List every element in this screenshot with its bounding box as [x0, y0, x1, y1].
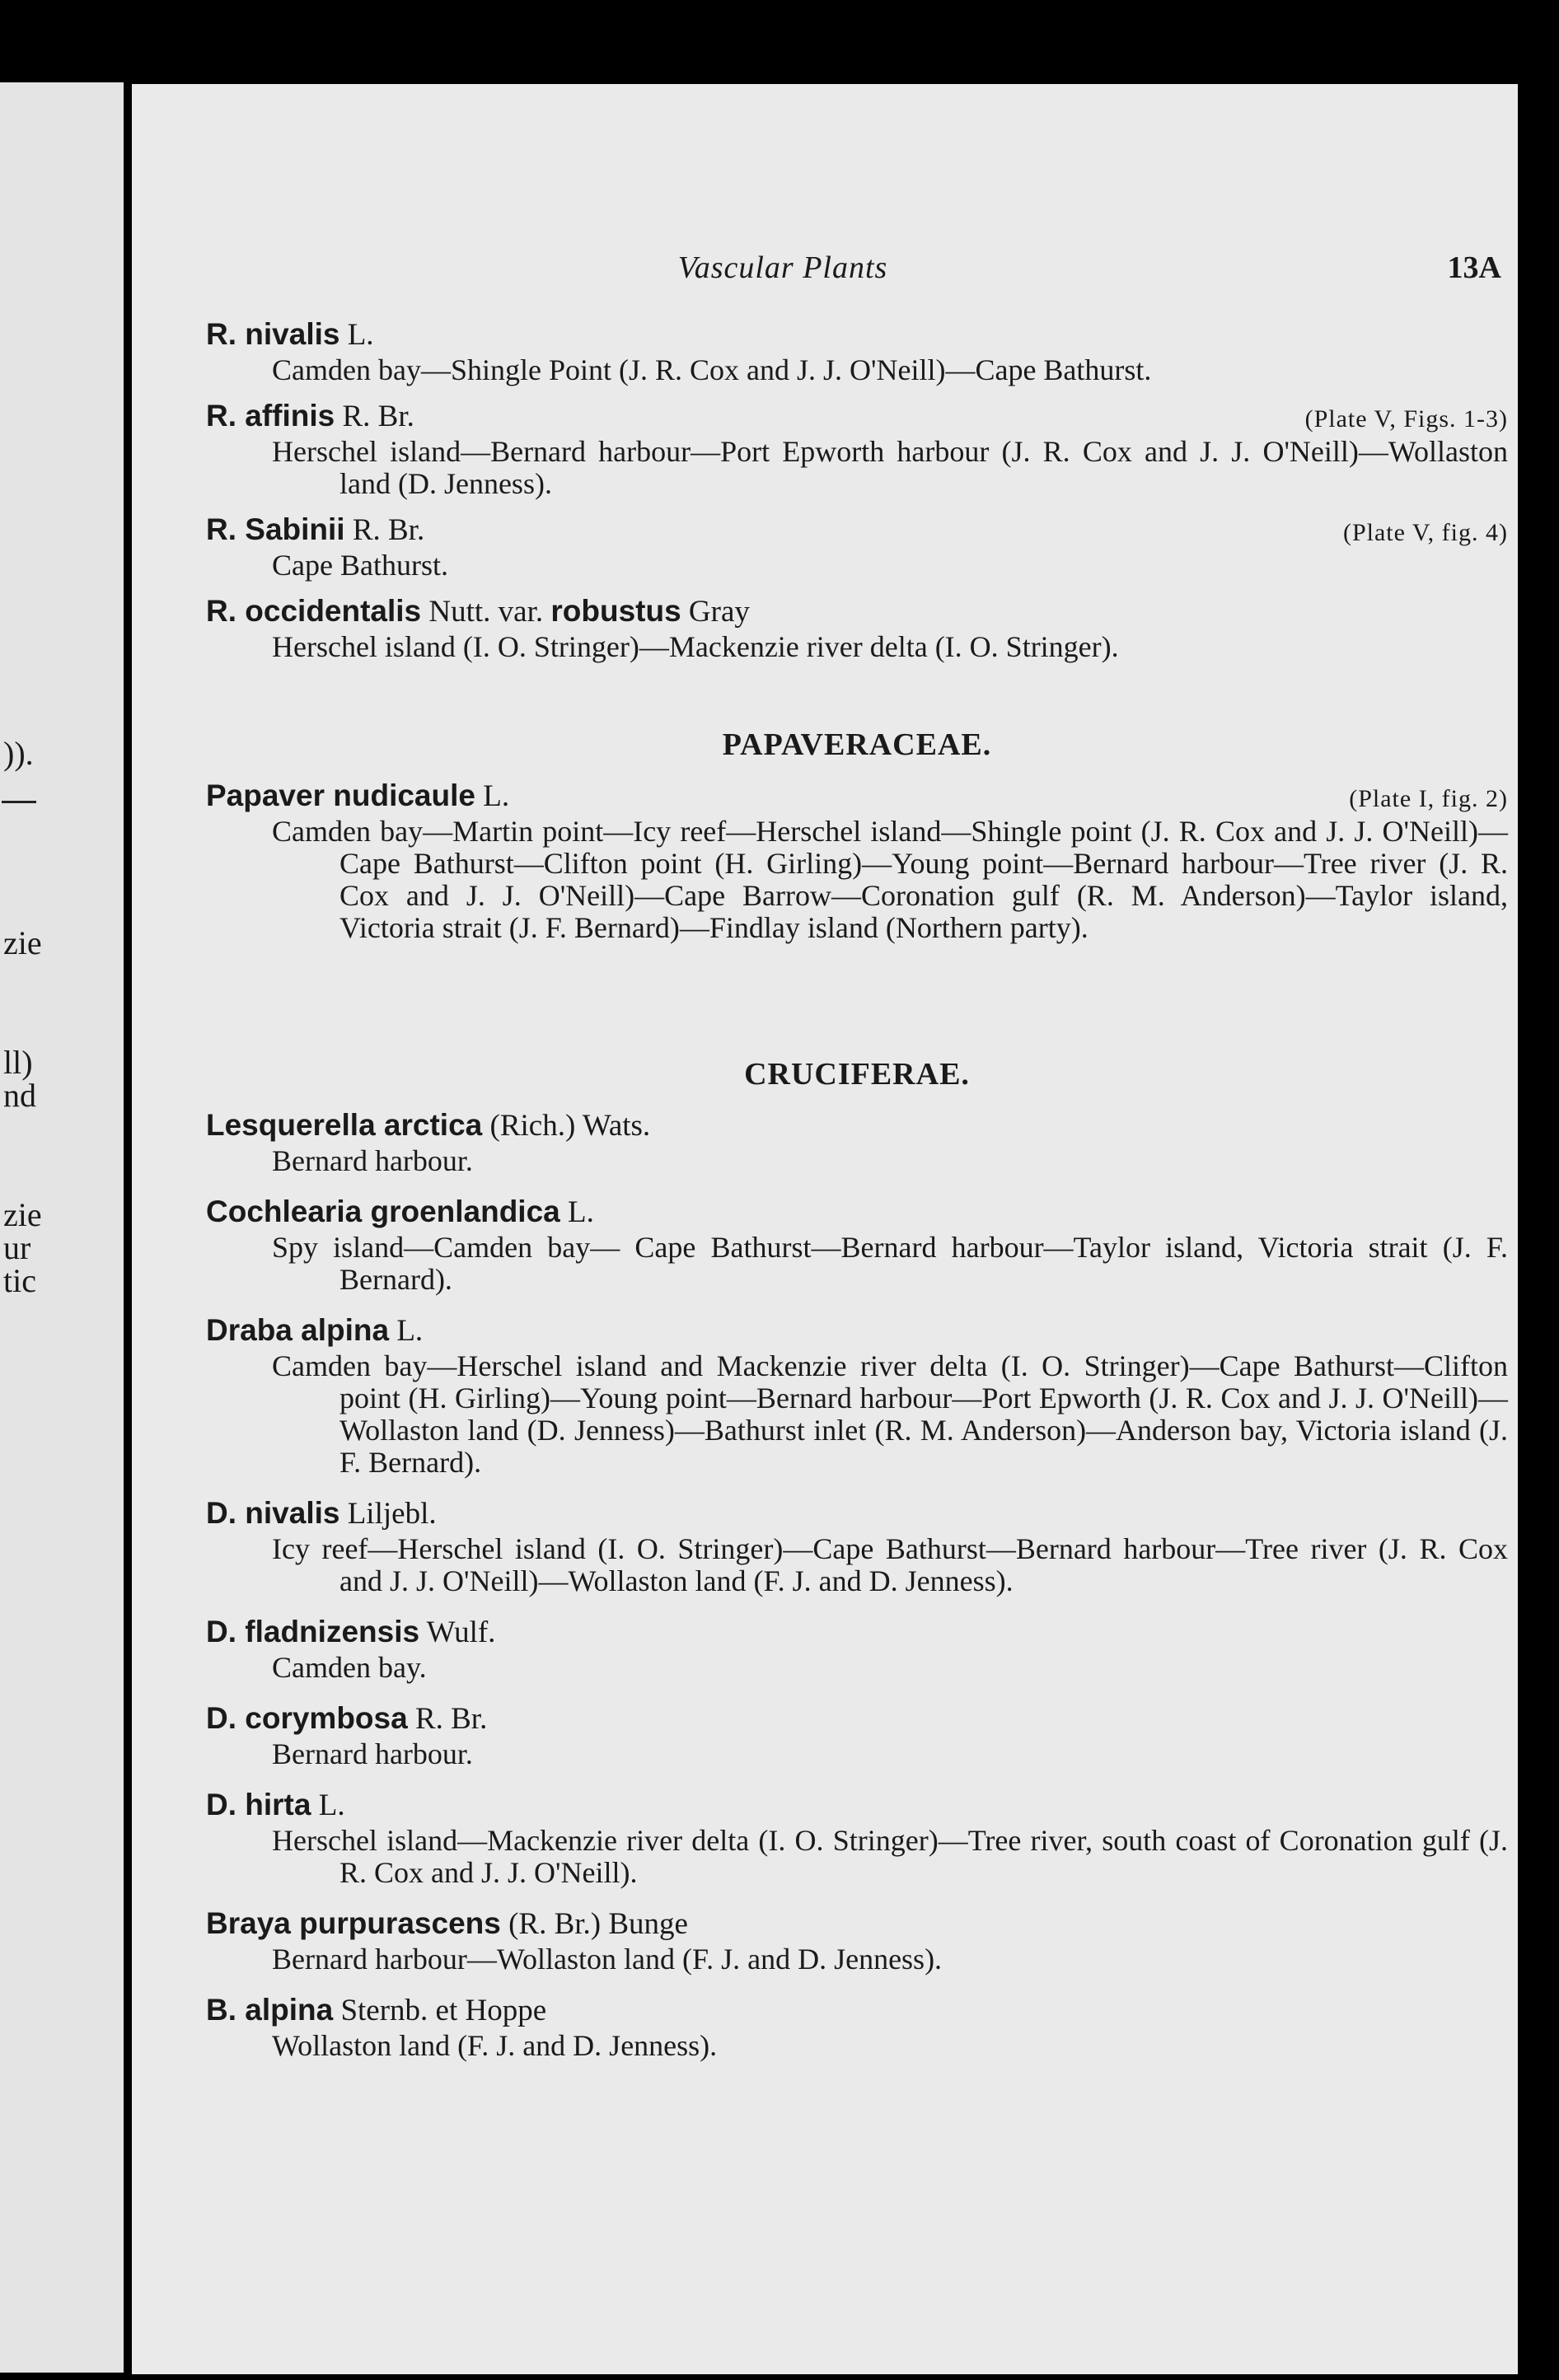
locality-list: Icy reef—Herschel island (I. O. Stringer)—Cape Bathurst—Bernard harbour—Tree river (J. R. Cox and J. J. O'Neill)—Wollaston land (F. J. and D. Jenness). [272, 1532, 1508, 1597]
plate-reference: (Plate V, fig. 4) [1342, 519, 1508, 546]
species-entry [206, 591, 1508, 663]
species-heading [206, 1106, 1508, 1145]
prev-page-fragment: zie [3, 924, 42, 961]
locality-list: Cape Bathurst. [272, 549, 448, 582]
ranunculus-entries [206, 315, 1508, 673]
locality-list: Herschel island—Bernard harbour—Port Epworth harbour (J. R. Cox and J. J. O'Neill)—Wollaston land (D. Jenness). [272, 435, 1508, 500]
prev-page-fragment: zie [3, 1196, 42, 1233]
locality-list: Spy island—Camden bay— Cape Bathurst—Bernard harbour—Taylor island, Victoria strait (J. F. Bernard). [272, 1231, 1508, 1296]
species-name: Draba alpina [206, 1313, 390, 1347]
species-entry [206, 1785, 1508, 1889]
species-heading [206, 1311, 1508, 1350]
species-entry [206, 315, 1508, 386]
species-heading [206, 1699, 1508, 1738]
species-name: Cochlearia groenlandica [206, 1195, 560, 1228]
family-heading-cruciferae: CRUCIFERAE. [744, 1057, 970, 1092]
species-entry [206, 776, 1508, 944]
species-heading [206, 591, 1508, 631]
species-entry [206, 1311, 1508, 1479]
prev-page-fragment: )). [3, 735, 34, 772]
previous-page-rule [2, 801, 36, 803]
locality-list: Bernard harbour. [272, 1737, 473, 1770]
locality-list: Camden bay—Martin point—Icy reef—Herschel island—Shingle point (J. R. Cox and J. J. O'Neill)—Cape Bathurst—Clifton point (H. Girling)—Young point—Bernard harbour—Tree river (J. R. Cox and J. J. O'Neill)—Cape Barrow—Coronation gulf (R. M. Anderson)—Taylor island, Victoria strait (J. F. Bernard)—Findlay island (Northern party). [272, 815, 1508, 944]
plate-reference: (Plate I, fig. 2) [1349, 785, 1508, 812]
species-heading [206, 1990, 1508, 2030]
prev-page-fragment: tic [3, 1262, 36, 1299]
prev-page-fragment: ll) [3, 1044, 33, 1081]
species-author: (Rich.) Wats. [482, 1109, 651, 1143]
previous-page-edge [0, 82, 124, 2373]
family-heading-papaveraceae: PAPAVERACEAE. [722, 727, 992, 762]
locality-list: Bernard harbour—Wollaston land (F. J. and D. Jenness). [272, 1943, 943, 1976]
species-author: L. [339, 318, 374, 352]
species-name: R. nivalis [206, 317, 340, 351]
locality-list: Camden bay—Herschel island and Mackenzie river delta (I. O. Stringer)—Cape Bathurst—Clifton point (H. Girling)—Young point—Bernard harbour—Port Epworth (J. R. Cox and J. J. O'Neill)—Wollaston land (D. Jenness)—Bathurst inlet (R. M. Anderson)—Anderson bay, Victoria island (J. F. Bernard). [272, 1349, 1508, 1479]
species-entry [206, 1106, 1508, 1177]
species-author: Liljebl. [339, 1497, 437, 1531]
locality-list: Wollaston land (F. J. and D. Jenness). [272, 2029, 718, 2062]
variety-name: robustus [550, 594, 681, 628]
locality-list: Bernard harbour. [272, 1144, 473, 1177]
species-entry [206, 1612, 1508, 1684]
species-name: Braya purpurascens [206, 1906, 501, 1940]
species-heading [206, 1904, 1508, 1943]
locality-list: Camden bay—Shingle Point (J. R. Cox and J. J. O'Neill)—Cape Bathurst. [272, 353, 1152, 386]
species-author: L. [559, 1195, 594, 1229]
locality-list: Camden bay. [272, 1651, 427, 1684]
species-author: L. [475, 779, 510, 813]
species-name: D. hirta [206, 1788, 311, 1821]
species-heading [206, 776, 1508, 816]
page-number: 13A [1447, 250, 1501, 285]
prev-page-fragment: nd [3, 1077, 36, 1114]
species-heading [206, 1494, 1508, 1533]
locality-list: Herschel island (I. O. Stringer)—Mackenzie river delta (I. O. Stringer). [272, 630, 1119, 663]
species-entry [206, 1990, 1508, 2062]
species-heading [206, 396, 1508, 436]
species-entry [206, 1904, 1508, 1976]
species-heading [206, 1612, 1508, 1652]
variety-author: Gray [681, 595, 750, 629]
running-header-title: Vascular Plants [677, 250, 888, 285]
species-name: B. alpina [206, 1993, 334, 2027]
papaveraceae-entries [206, 776, 1508, 954]
species-name: R. occidentalis [206, 594, 422, 628]
species-author: (R. Br.) Bunge [500, 1907, 688, 1941]
species-heading [206, 315, 1508, 354]
species-heading [206, 1192, 1508, 1232]
species-entry [206, 396, 1508, 500]
species-author: Sternb. et Hoppe [333, 1994, 547, 2027]
species-author: L. [311, 1789, 345, 1822]
species-heading [206, 510, 1508, 549]
locality-list: Herschel island—Mackenzie river delta (I. O. Stringer)—Tree river, south coast of Coronation gulf (J. R. Cox and J. J. O'Neill). [272, 1824, 1508, 1889]
species-heading [206, 1785, 1508, 1825]
species-name: D. corymbosa [206, 1701, 408, 1735]
document-page [132, 84, 1518, 2374]
cruciferae-entries [206, 1106, 1508, 2077]
species-entry [206, 1192, 1508, 1296]
species-author: L. [389, 1314, 424, 1348]
species-author: Nutt. var. [421, 595, 551, 629]
species-name: R. Sabinii [206, 512, 345, 546]
species-author: R. Br. [335, 400, 414, 433]
plate-reference: (Plate V, Figs. 1-3) [1304, 405, 1508, 433]
species-name: Lesquerella arctica [206, 1108, 483, 1142]
species-name: D. nivalis [206, 1496, 340, 1530]
species-name: D. fladnizensis [206, 1615, 420, 1648]
species-name: Papaver nudicaule [206, 779, 475, 812]
species-author: R. Br. [407, 1702, 488, 1736]
species-author: Wulf. [419, 1616, 496, 1649]
species-entry [206, 1699, 1508, 1770]
species-entry [206, 1494, 1508, 1597]
prev-page-fragment: ur [3, 1229, 31, 1266]
species-author: R. Br. [344, 513, 425, 547]
species-entry [206, 510, 1508, 582]
species-name: R. affinis [206, 399, 335, 433]
